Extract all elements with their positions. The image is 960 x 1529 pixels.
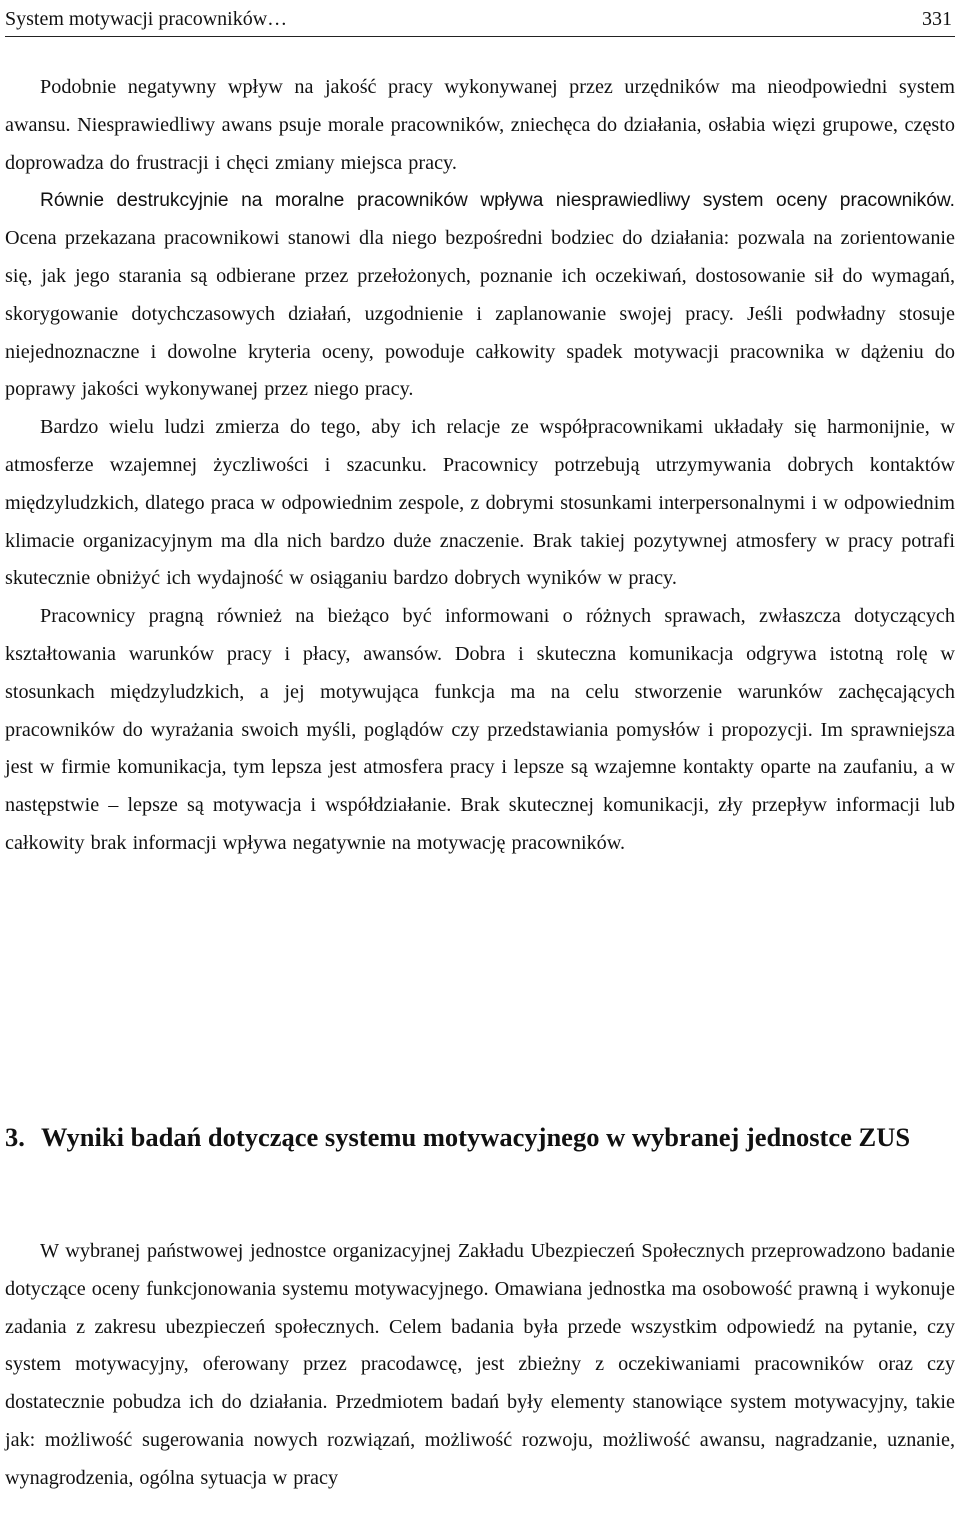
- paragraph-text: Ocena przekazana pracownikowi stanowi dla niego bezpośredni bodziec do działania: pozwala na zorientowanie się, jak jego starania są odbierane przez przełożonych, poznanie ich oczekiwań, dostosowanie sił do wymagań, skorygowanie dotychczasowych działań, uzgodnienie i zaplanowanie swojej pracy. Jeśli podwładny stosuje niejednoznaczne i dowolne kryteria oceny, powoduje całkowity spadek motywacji pracownika w dążeniu do poprawy jakości wykonywanej przez niego pracy.: [5, 227, 955, 401]
- paragraph-text: W wybranej państwowej jednostce organizacyjnej Zakładu Ubezpieczeń Społecznych przeprowadzono badanie dotyczące oceny funkcjonowania systemu motywacyjnego. Omawiana jednostka ma osobowość prawną i wykonuje zadania z zakresu ubezpieczeń społecznych. Celem badania była przede wszystkim odpowiedź na pytanie, czy system motywacyjny, oferowany przez pracodawcę, jest zbieżny z oczekiwaniami pracowników oraz czy dostatecznie pobudza ich do działania. Przedmiotem badań były elementy stanowiące system motywacyjny, takie jak: możliwość sugerowania nowych rozwiązań, możliwość rozwoju, możliwość awansu, nagradzanie, uznanie, wynagrodzenia, ogólna sytuacja w pracy: [5, 1240, 955, 1489]
- paragraph-text: Bardzo wielu ludzi zmierza do tego, aby ich relacje ze współpracownikami układały się harmonijnie, w atmosferze wzajemnej życzliwości i szacunku. Pracownicy potrzebują utrzymywania dobrych kontaktów międzyludzkich, dlatego praca w odpowiednim zespole, z dobrymi stosunkami interpersonalnymi i w odpowiednim klimacie organizacyjnym ma dla nich bardzo duże znaczenie. Brak takiej pozytywnej atmosfery w pracy potrafi skutecznie obniżyć ich wydajność w osiąganiu bardzo dobrych wyników w pracy.: [5, 416, 955, 590]
- paragraph-text: Podobnie negatywny wpływ na jakość pracy wykonywanej przez urzędników ma nieodpowiedni system awansu. Niesprawiedliwy awans psuje morale pracowników, zniechęca do działania, osłabia więzi grupowe, często doprowadza do frustracji i chęci zmiany miejsca pracy.: [5, 76, 955, 174]
- section-body-text: [5, 1233, 955, 1498]
- paragraph-text: Pracownicy pragną również na bieżąco być informowani o różnych sprawach, zwłaszcza dotyczących kształtowania warunków pracy i płacy, awansów. Dobra i skuteczna komunikacja odgrywa istotną rolę w stosunkach międzyludzkich, a jej motywująca funkcja ma na celu stworzenie warunków zachęcających pracowników do wyrażania swoich myśli, poglądów czy przedstawiania pomysłów i propozycji. Im sprawniejsza jest w firmie komunikacja, tym lepsza jest atmosfera pracy i lepsze są wzajemne kontakty oparte na zaufaniu, a w następstwie – lepsze są motywacja i współdziałanie. Brak skutecznej komunikacji, zły przepływ informacji lub całkowity brak informacji wpływa negatywnie na motywację pracowników.: [5, 605, 955, 854]
- running-header-title: System motywacji pracowników…: [5, 8, 288, 30]
- section-heading: [5, 1120, 940, 1154]
- running-header: [5, 2, 955, 37]
- paragraph: [5, 1233, 955, 1498]
- section-title: Wyniki badań dotyczące systemu motywacyjnego w wybranej jednostce ZUS: [41, 1122, 911, 1152]
- paragraph: [5, 69, 955, 182]
- paragraph: [5, 409, 955, 598]
- section-number: 3.: [5, 1122, 25, 1152]
- paragraph: [5, 182, 955, 409]
- body-text: [5, 69, 955, 863]
- paragraph-intro-sans: Równie destrukcyjnie na moralne pracowników wpływa niesprawiedliwy system oceny pracowników.: [40, 190, 955, 212]
- page-number: 331: [922, 8, 952, 30]
- paragraph: [5, 598, 955, 863]
